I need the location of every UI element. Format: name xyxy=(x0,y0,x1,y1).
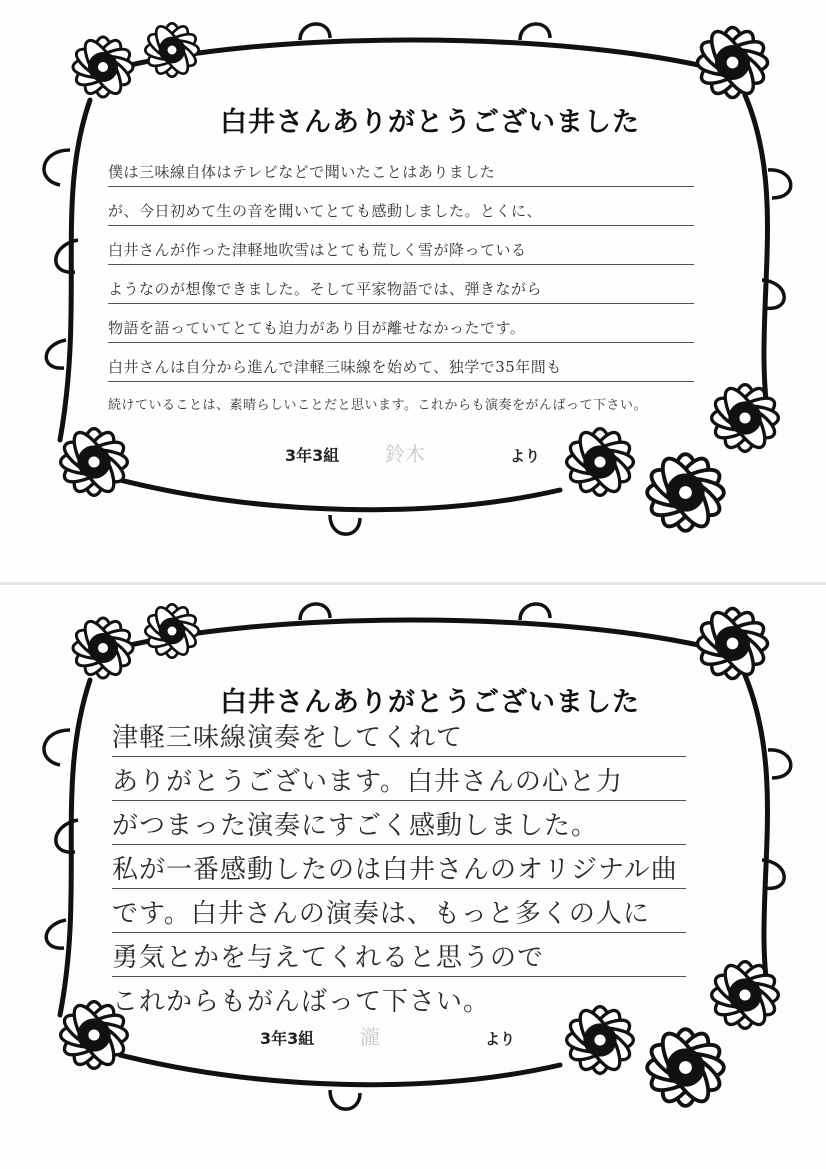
message-line: これからもがんばって下さい。 xyxy=(112,987,491,1017)
message-line: 物語を語っていてとても迫力があり目が離せなかったです。 xyxy=(108,304,694,343)
card-title: 白井さんありがとうございました xyxy=(220,687,640,718)
signature-row xyxy=(285,438,540,467)
thank-you-card-1 xyxy=(0,0,826,584)
flower-icon xyxy=(628,435,743,550)
thank-you-card-2 xyxy=(0,585,826,1169)
from-label: より xyxy=(485,1030,516,1048)
message-lines xyxy=(108,148,694,420)
message-line: 僕は三味線自体はテレビなどで聞いたことはありました xyxy=(108,148,694,187)
flower-icon xyxy=(44,412,144,512)
message-line: ようなのが想像できました。そして平家物語では、弾きながら xyxy=(108,265,694,304)
class-label: 3年3組 xyxy=(285,446,340,465)
message-lines xyxy=(112,713,686,1020)
from-label: より xyxy=(510,447,541,465)
message-line: 勇気とかを与えてくれると思うので xyxy=(112,933,686,977)
message-line: ありがとうございます。白井さんの心と力 xyxy=(112,757,686,801)
message-line: 白井さんは自分から進んで津軽三味線を始めて、独学で35年間も xyxy=(108,343,694,382)
message-line: です。白井さんの演奏は、もっと多くの人に xyxy=(112,889,686,933)
card-title: 白井さんありがとうございました xyxy=(220,107,640,138)
message-line: がつまった演奏にすごく感動しました。 xyxy=(112,801,686,845)
class-label: 3年3組 xyxy=(260,1029,315,1048)
signature-row xyxy=(260,1021,515,1050)
flower-icon xyxy=(132,10,212,90)
flower-icon xyxy=(628,1010,743,1125)
message-line: 私が一番感動したのは白井さんのオリジナル曲 xyxy=(112,845,686,889)
message-line: 津軽三味線演奏をしてくれて xyxy=(112,713,686,757)
student-name: 瀧 xyxy=(360,1025,380,1049)
message-line: 白井さんが作った津軽地吹雪はとても荒しく雪が降っている xyxy=(108,226,694,265)
message-line: 続けていることは、素晴らしいことだと思います。これからも演奏をがんばって下さい。 xyxy=(108,398,647,413)
student-name: 鈴木 xyxy=(385,442,425,466)
message-line: が、今日初めて生の音を聞いてとても感動しました。とくに、 xyxy=(108,187,694,226)
flower-icon xyxy=(132,591,212,671)
